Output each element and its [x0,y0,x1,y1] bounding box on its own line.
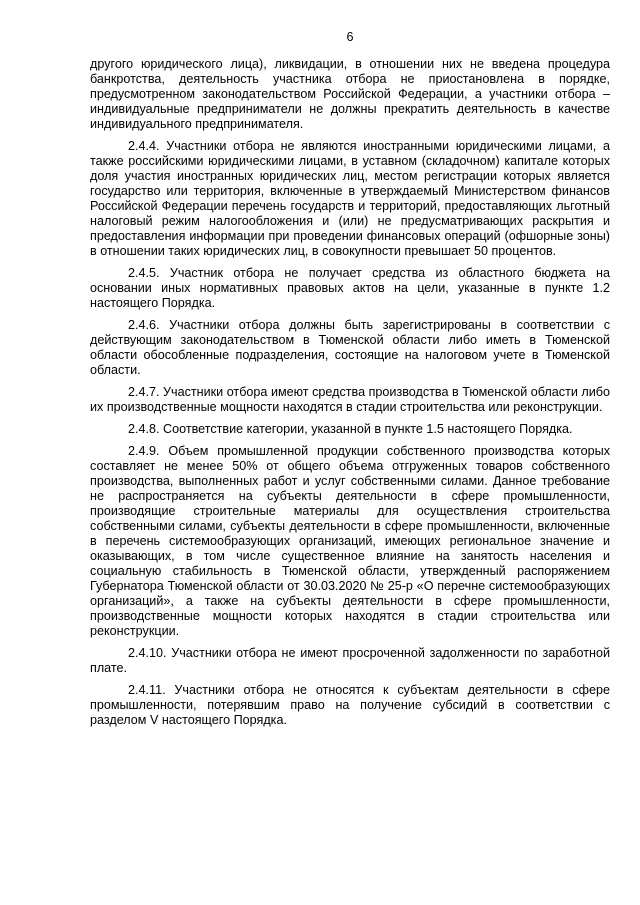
paragraph-2-4-4: 2.4.4. Участники отбора не являются иностранными юридическими лицами, а также российскими юридическими лицами, в уставном (складочном) капитале которых доля участия иностранных юридических лиц, местом регистрации которых является государство или территория, включенные в утверждаемый Министерством финансов Российской Федерации перечень государств и территорий, предоставляющих льготный налоговый режим налогообложения и (или) не предусматривающих раскрытия и предоставления информации при проведении финансовых операций (офшорные зоны) в отношении таких юридических лиц, в совокупности превышает 50 процентов. [90,139,610,258]
paragraph-2-4-6: 2.4.6. Участники отбора должны быть зарегистрированы в соответствии с действующим законодательством в Тюменской области либо иметь в Тюменской области обособленные подразделения, состоящие на налоговом учете в Тюменской области. [90,318,610,377]
paragraph-2-4-9: 2.4.9. Объем промышленной продукции собственного производства которых составляет не менее 50% от общего объема отгруженных товаров собственного производства, выполненных работ и услуг собственными силами. Данное требование не распространяется на субъекты деятельности в сфере промышленности, производящие строительные материалы для осуществления строительства собственными силами, субъекты деятельности в сфере промышленности, включенные в перечень системообразующих организаций, имеющих региональное значение и оказывающих, в том числе существенное влияние на занятость населения и социальную стабильность в Тюменской области, утвержденный распоряжением Губернатора Тюменской области от 30.03.2020 № 25-р «О перечне системообразующих организаций», а также на субъекты деятельности в сфере промышленности, производственные мощности которых находятся в стадии строительства или реконструкции. [90,444,610,638]
page-number: 6 [346,30,354,44]
paragraph-2-4-8: 2.4.8. Соответствие категории, указанной в пункте 1.5 настоящего Порядка. [128,422,573,436]
paragraph-2-4-7: 2.4.7. Участники отбора имеют средства производства в Тюменской области либо их производственные мощности находятся в стадии строительства или реконструкции. [90,385,610,414]
paragraph-2-4-11: 2.4.11. Участники отбора не относятся к субъектам деятельности в сфере промышленности, потерявшим право на получение субсидий в соответствии с разделом V настоящего Порядка. [90,683,610,727]
paragraph-2-4-10: 2.4.10. Участники отбора не имеют просроченной задолженности по заработной плате. [90,646,610,675]
paragraph-continuation: другого юридического лица), ликвидации, в отношении них не введена процедура банкротства, деятельность участника отбора не приостановлена в порядке, предусмотренном законодательством Российской Федерации, а участники отбора – индивидуальные предприниматели не должны прекратить деятельность в качестве индивидуального предпринимателя. [90,57,610,131]
paragraph-2-4-5: 2.4.5. Участник отбора не получает средства из областного бюджета на основании иных нормативных правовых актов на цели, указанные в пункте 1.2 настоящего Порядка. [90,266,610,310]
